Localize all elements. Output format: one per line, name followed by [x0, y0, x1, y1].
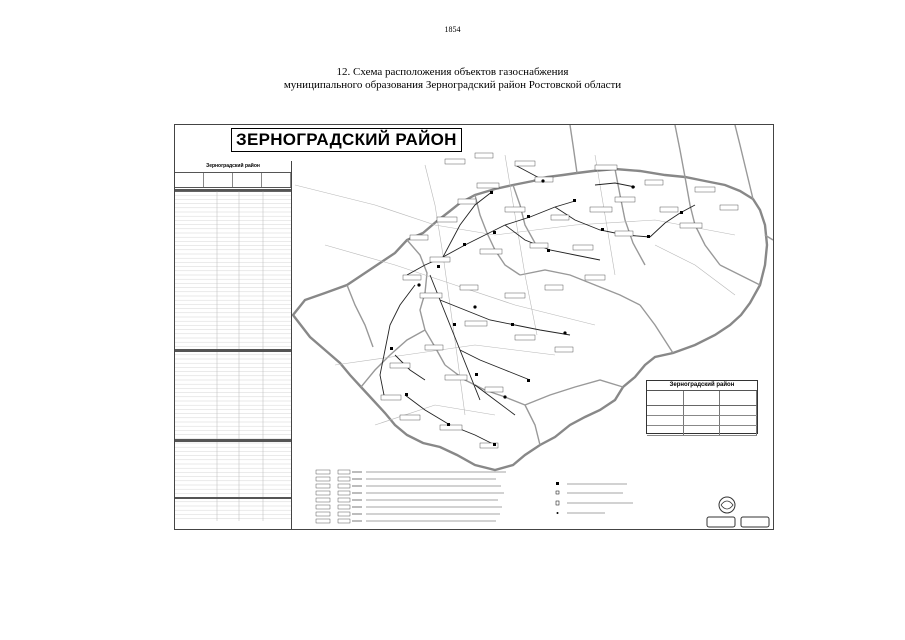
gas-objects	[390, 179, 683, 446]
map-frame	[174, 124, 774, 530]
info-box-cell	[647, 416, 684, 425]
info-box-row	[647, 416, 757, 426]
legend-text-placeholder-lines	[366, 469, 586, 529]
legend2-item	[555, 481, 675, 488]
info-box-cell	[647, 406, 684, 415]
info-box-header-3	[720, 391, 757, 405]
logo-left-icon	[707, 517, 735, 527]
left-table-panel	[175, 161, 292, 529]
left-table-grid	[175, 191, 291, 521]
info-box-cell	[684, 426, 721, 435]
title-line-2: муниципального образования Зерноградский район Ростовской области	[283, 79, 622, 91]
page-number: 1854	[444, 25, 461, 34]
info-box-row	[647, 426, 757, 436]
left-table-header-1	[175, 173, 204, 187]
info-box-cell	[684, 406, 721, 415]
legend2-item	[555, 510, 675, 517]
left-table-header	[175, 173, 291, 188]
map-legend	[314, 469, 574, 529]
info-box-header-1	[647, 391, 684, 405]
info-box-header	[647, 391, 757, 406]
legend2-item	[555, 490, 675, 497]
info-box-row	[647, 406, 757, 416]
logo-graphics	[705, 493, 774, 529]
left-table-header-2	[204, 173, 233, 187]
title-line-1: 12. Схема расположения объектов газоснабжения	[336, 66, 569, 78]
logos	[705, 493, 774, 529]
info-box-cell	[720, 426, 757, 435]
left-table-header-4	[262, 173, 291, 187]
info-box-cell	[720, 406, 757, 415]
info-box-cell	[720, 416, 757, 425]
info-box-cell	[647, 426, 684, 435]
info-box-title: Зерноградский район	[647, 381, 757, 391]
legend2-item	[555, 500, 675, 507]
info-box	[646, 380, 758, 434]
info-box-cell	[684, 416, 721, 425]
district-name-label: ЗЕРНОГРАДСКИЙ РАЙОН	[231, 128, 462, 152]
left-table-title: Зерноградский район	[175, 161, 291, 173]
map-title	[0, 66, 905, 92]
map-legend-secondary	[555, 481, 675, 530]
left-table-header-3	[233, 173, 262, 187]
logo-right-icon	[741, 517, 769, 527]
info-box-header-2	[684, 391, 721, 405]
